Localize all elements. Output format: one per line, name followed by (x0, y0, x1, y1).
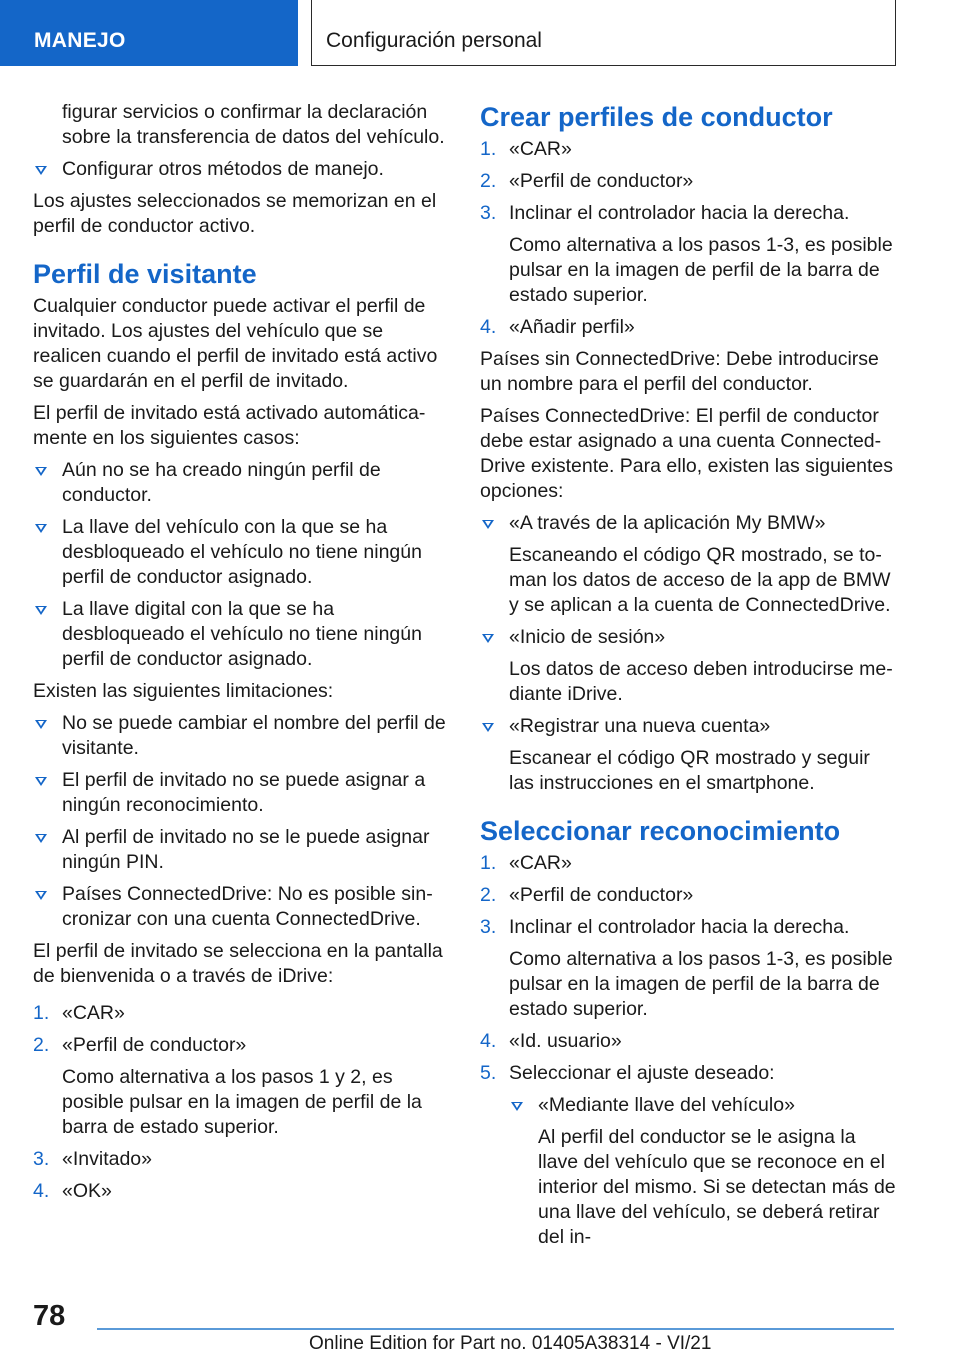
list-item (480, 714, 898, 739)
step-text: «Añadir perfil» (509, 316, 635, 338)
step-number: 1. (480, 138, 497, 160)
triangle-bullet-icon (35, 720, 47, 729)
step-item (480, 915, 898, 940)
list-item-text: Países ConnectedDrive: No es posible sincronizar con una cuenta ConnectedDrive. (62, 883, 433, 930)
paragraph: figurar servicios o confirmar la declaración sobre la transferencia de datos del vehículo. (62, 101, 445, 148)
footer-edition: Online Edition for Part no. 01405A38314 - VI/21 (309, 1333, 712, 1354)
step-item (33, 1147, 448, 1172)
paragraph: Cualquier conductor puede activar el perfil de invitado. Los ajustes del vehículo que se realicen cuando el perfil de invitado está activo se guardarán en el perfil de invitado. (33, 295, 438, 392)
step-number: 3. (33, 1148, 50, 1170)
step-item (33, 1001, 448, 1026)
section-tab: MANEJO (0, 0, 298, 66)
paragraph: El perfil de invitado se selecciona en la pantalla de bienvenida o a través de iDrive: (33, 940, 443, 987)
step-item (480, 1029, 898, 1054)
list-item-text: El perfil de invitado no se puede asignar a ningún reconocimiento. (62, 769, 426, 816)
list-item-text: Aún no se ha creado ningún perfil de conductor. (62, 459, 381, 506)
right-column (480, 100, 898, 1257)
step-text: «Id. usuario» (509, 1030, 622, 1052)
step-item (480, 883, 898, 908)
list-item (33, 458, 448, 508)
list-item (33, 825, 448, 875)
step-number: 4. (480, 1030, 497, 1052)
list-item (33, 711, 448, 761)
option-note: Escanear el código QR mostrado y seguir las instrucciones en el smartphone. (509, 747, 870, 794)
step-text: «Perfil de conductor» (509, 884, 694, 906)
option-note: Los datos de acceso deben introducirse mediante iDrive. (509, 658, 893, 705)
step-text: «CAR» (509, 138, 572, 160)
triangle-bullet-icon (35, 834, 47, 843)
triangle-bullet-icon (482, 520, 494, 529)
paragraph: Países ConnectedDrive: El perfil de conductor debe estar asignado a una cuenta ConnectedDrive existente. Para ello, existen las siguientes opciones: (480, 405, 893, 502)
step-number: 1. (480, 852, 497, 874)
list-item-text: «Inicio de sesión» (509, 626, 666, 648)
list-item (33, 768, 448, 818)
list-item (480, 511, 898, 536)
paragraph: El perfil de invitado está activado automáticamente en los siguientes casos: (33, 402, 426, 449)
step-text: Inclinar el controlador hacia la derecha. (509, 202, 850, 224)
step-number: 2. (33, 1034, 50, 1056)
step-text: Seleccionar el ajuste deseado: (509, 1062, 775, 1084)
section-heading-visitante: Perfil de visitante (33, 259, 257, 289)
step-number: 1. (33, 1002, 50, 1024)
step-note: Como alternativa a los pasos 1-3, es posible pulsar en la imagen de perfil de la barra de estado superior. (509, 948, 893, 1020)
triangle-bullet-icon (35, 524, 47, 533)
step-text: «CAR» (509, 852, 572, 874)
page-number: 78 (33, 1300, 66, 1332)
step-text: «CAR» (62, 1002, 125, 1024)
triangle-bullet-icon (482, 723, 494, 732)
list-item-text: Configurar otros métodos de manejo. (62, 158, 384, 180)
footer-divider (97, 1328, 894, 1330)
step-note: Como alternativa a los pasos 1-3, es posible pulsar en la imagen de perfil de la barra de estado superior. (509, 234, 893, 306)
sub-list-item (509, 1093, 898, 1118)
triangle-bullet-icon (511, 1102, 523, 1111)
list-item (33, 882, 448, 932)
step-item (33, 1033, 448, 1058)
list-item (33, 157, 448, 182)
list-item-text: Al perfil de invitado no se le puede asignar ningún PIN. (62, 826, 430, 873)
step-item (480, 851, 898, 876)
option-note: Escaneando el código QR mostrado, se toman los datos de acceso de la app de BMW y se aplican a la cuenta de ConnectedDrive. (509, 544, 891, 616)
step-number: 3. (480, 916, 497, 938)
triangle-bullet-icon (35, 166, 47, 175)
step-number: 2. (480, 884, 497, 906)
triangle-bullet-icon (35, 777, 47, 786)
list-item (33, 597, 448, 672)
paragraph: Existen las siguientes limitaciones: (33, 680, 334, 702)
list-item-text: «Mediante llave del vehículo» (538, 1094, 795, 1116)
section-heading-crear: Crear perfiles de conductor (480, 102, 833, 132)
step-text: «Invitado» (62, 1148, 152, 1170)
triangle-bullet-icon (482, 634, 494, 643)
left-column (33, 100, 448, 1211)
step-number: 5. (480, 1062, 497, 1084)
step-number: 3. (480, 202, 497, 224)
list-item-text: La llave del vehículo con la que se ha desbloqueado el vehículo no tiene ningún perfil de conductor asignado. (62, 516, 422, 588)
section-heading-reconocimiento: Seleccionar reconocimiento (480, 816, 841, 846)
list-item-text: La llave digital con la que se ha desbloqueado el vehículo no tiene ningún perfil de conductor asignado. (62, 598, 422, 670)
list-item-text: No se puede cambiar el nombre del perfil de visitante. (62, 712, 446, 759)
step-item (480, 1061, 898, 1086)
triangle-bullet-icon (35, 891, 47, 900)
triangle-bullet-icon (35, 467, 47, 476)
paragraph: Países sin ConnectedDrive: Debe introducirse un nombre para el perfil del conductor. (480, 348, 879, 395)
step-number: 4. (480, 316, 497, 338)
step-item (33, 1179, 448, 1204)
step-text: «Perfil de conductor» (62, 1034, 247, 1056)
sub-option-note: Al perfil del conductor se le asigna la llave del vehículo que se reconoce en el interior del mismo. Si se detectan más de una llave del vehículo, se deberá retirar del in- (538, 1126, 896, 1248)
list-item-text: «Registrar una nueva cuenta» (509, 715, 771, 737)
list-item (33, 515, 448, 590)
step-number: 2. (480, 170, 497, 192)
step-item (480, 201, 898, 226)
step-note: Como alternativa a los pasos 1 y 2, es posible pulsar en la imagen de perfil de la barra de estado superior. (62, 1066, 422, 1138)
step-text: Inclinar el controlador hacia la derecha. (509, 916, 850, 938)
list-item (480, 625, 898, 650)
list-item-text: «A través de la aplicación My BMW» (509, 512, 826, 534)
step-text: «Perfil de conductor» (509, 170, 694, 192)
step-item (480, 315, 898, 340)
chapter-title: Configuración personal (311, 0, 896, 66)
step-item (480, 137, 898, 162)
page-header (0, 0, 960, 66)
step-number: 4. (33, 1180, 50, 1202)
step-item (480, 169, 898, 194)
paragraph: Los ajustes seleccionados se memorizan en el perfil de conductor activo. (33, 190, 437, 237)
triangle-bullet-icon (35, 606, 47, 615)
step-text: «OK» (62, 1180, 112, 1202)
